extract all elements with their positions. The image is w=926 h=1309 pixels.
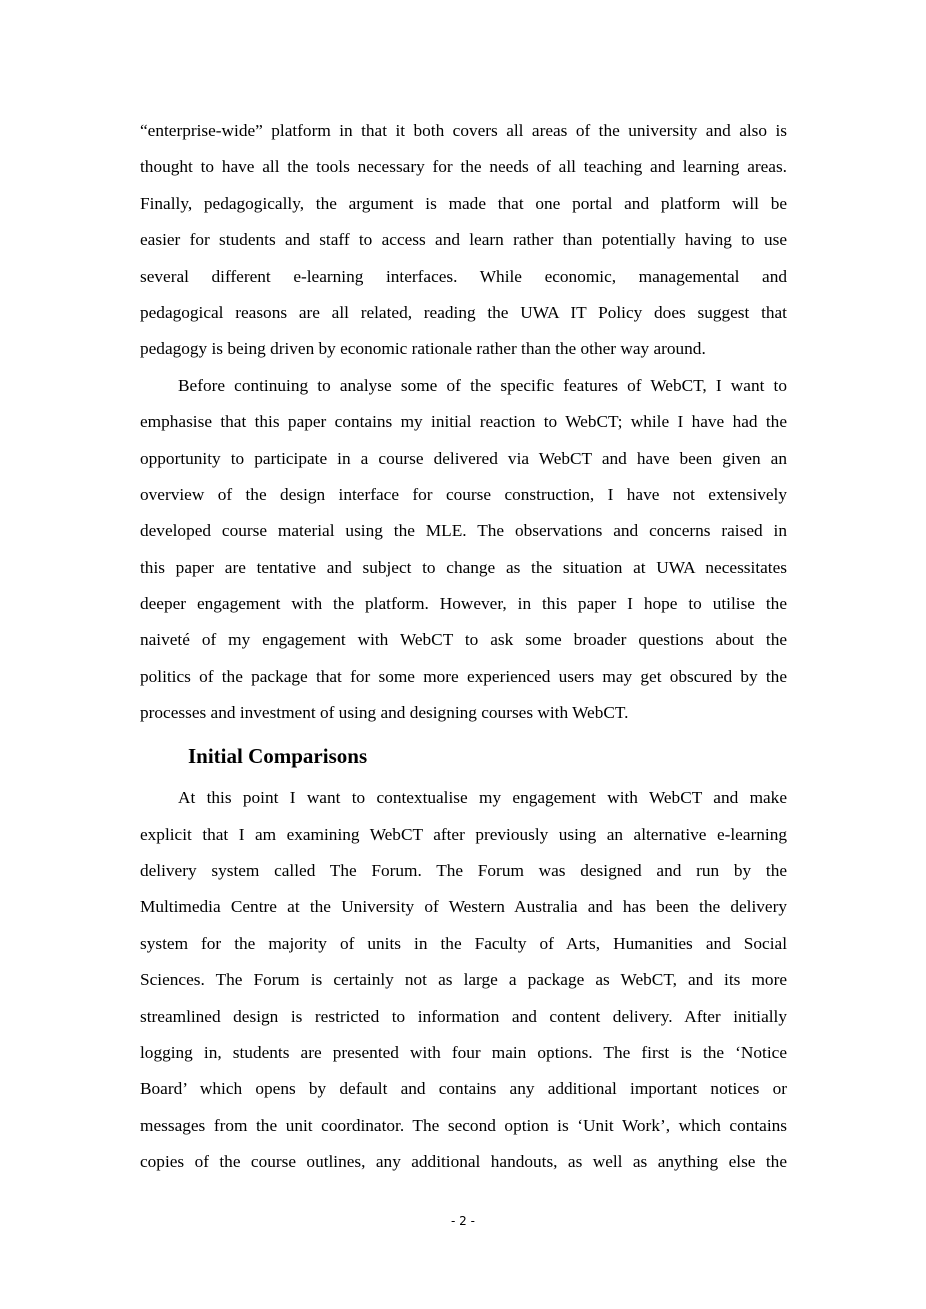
- text-line: this paper are tentative and subject to change as the situation at UWA necessitates: [140, 557, 787, 577]
- text-line: copies of the course outlines, any additional handouts, as well as anything else the: [140, 1152, 787, 1172]
- paragraph: [140, 113, 787, 368]
- paragraph: [140, 368, 787, 732]
- text-line: explicit that I am examining WebCT after previously using an alternative e-learning: [140, 824, 787, 844]
- text-line: Multimedia Centre at the University of Western Australia and has been the delivery: [140, 897, 787, 917]
- text-line: overview of the design interface for course construction, I have not extensively: [140, 484, 787, 504]
- text-line: processes and investment of using and designing courses with WebCT.: [140, 703, 629, 723]
- text-line: Sciences. The Forum is certainly not as large a package as WebCT, and its more: [140, 970, 787, 990]
- text-line: delivery system called The Forum. The Forum was designed and run by the: [140, 861, 787, 881]
- text-line: several different e-learning interfaces. While economic, managemental and: [140, 266, 787, 286]
- text-line: emphasise that this paper contains my initial reaction to WebCT; while I have had the: [140, 412, 787, 432]
- text-line: Finally, pedagogically, the argument is made that one portal and platform will be: [140, 193, 787, 213]
- text-line: opportunity to participate in a course delivered via WebCT and have been given an: [140, 448, 787, 468]
- text-line: thought to have all the tools necessary for the needs of all teaching and learning areas.: [140, 157, 787, 177]
- text-line: logging in, students are presented with four main options. The first is the ‘Notice: [140, 1042, 787, 1062]
- text-line: At this point I want to contextualise my engagement with WebCT and make: [178, 788, 787, 808]
- text-line: “enterprise-wide” platform in that it both covers all areas of the university and also is: [140, 121, 787, 140]
- text-line: streamlined design is restricted to information and content delivery. After initially: [140, 1006, 787, 1026]
- text-line: system for the majority of units in the Faculty of Arts, Humanities and Social: [140, 933, 787, 953]
- text-line: developed course material using the MLE. The observations and concerns raised in: [140, 521, 787, 541]
- document-body: [140, 113, 787, 1181]
- text-line: naiveté of my engagement with WebCT to ask some broader questions about the: [140, 630, 787, 650]
- text-line: deeper engagement with the platform. However, in this paper I hope to utilise the: [140, 594, 787, 614]
- text-line: politics of the package that for some more experienced users may get obscured by the: [140, 666, 787, 686]
- section-heading: Initial Comparisons: [188, 743, 368, 768]
- paragraph: [140, 780, 787, 1180]
- text-line: Before continuing to analyse some of the specific features of WebCT, I want to: [178, 375, 787, 395]
- text-line: messages from the unit coordinator. The second option is ‘Unit Work’, which contains: [140, 1115, 787, 1135]
- text-line: Board’ which opens by default and contains any additional important notices or: [140, 1079, 787, 1099]
- text-line: easier for students and staff to access and learn rather than potentially having to use: [140, 230, 787, 250]
- text-line: pedagogical reasons are all related, reading the UWA IT Policy does suggest that: [140, 302, 787, 322]
- text-line: pedagogy is being driven by economic rationale rather than the other way around.: [140, 339, 706, 359]
- page-number: - 2 -: [451, 1214, 475, 1228]
